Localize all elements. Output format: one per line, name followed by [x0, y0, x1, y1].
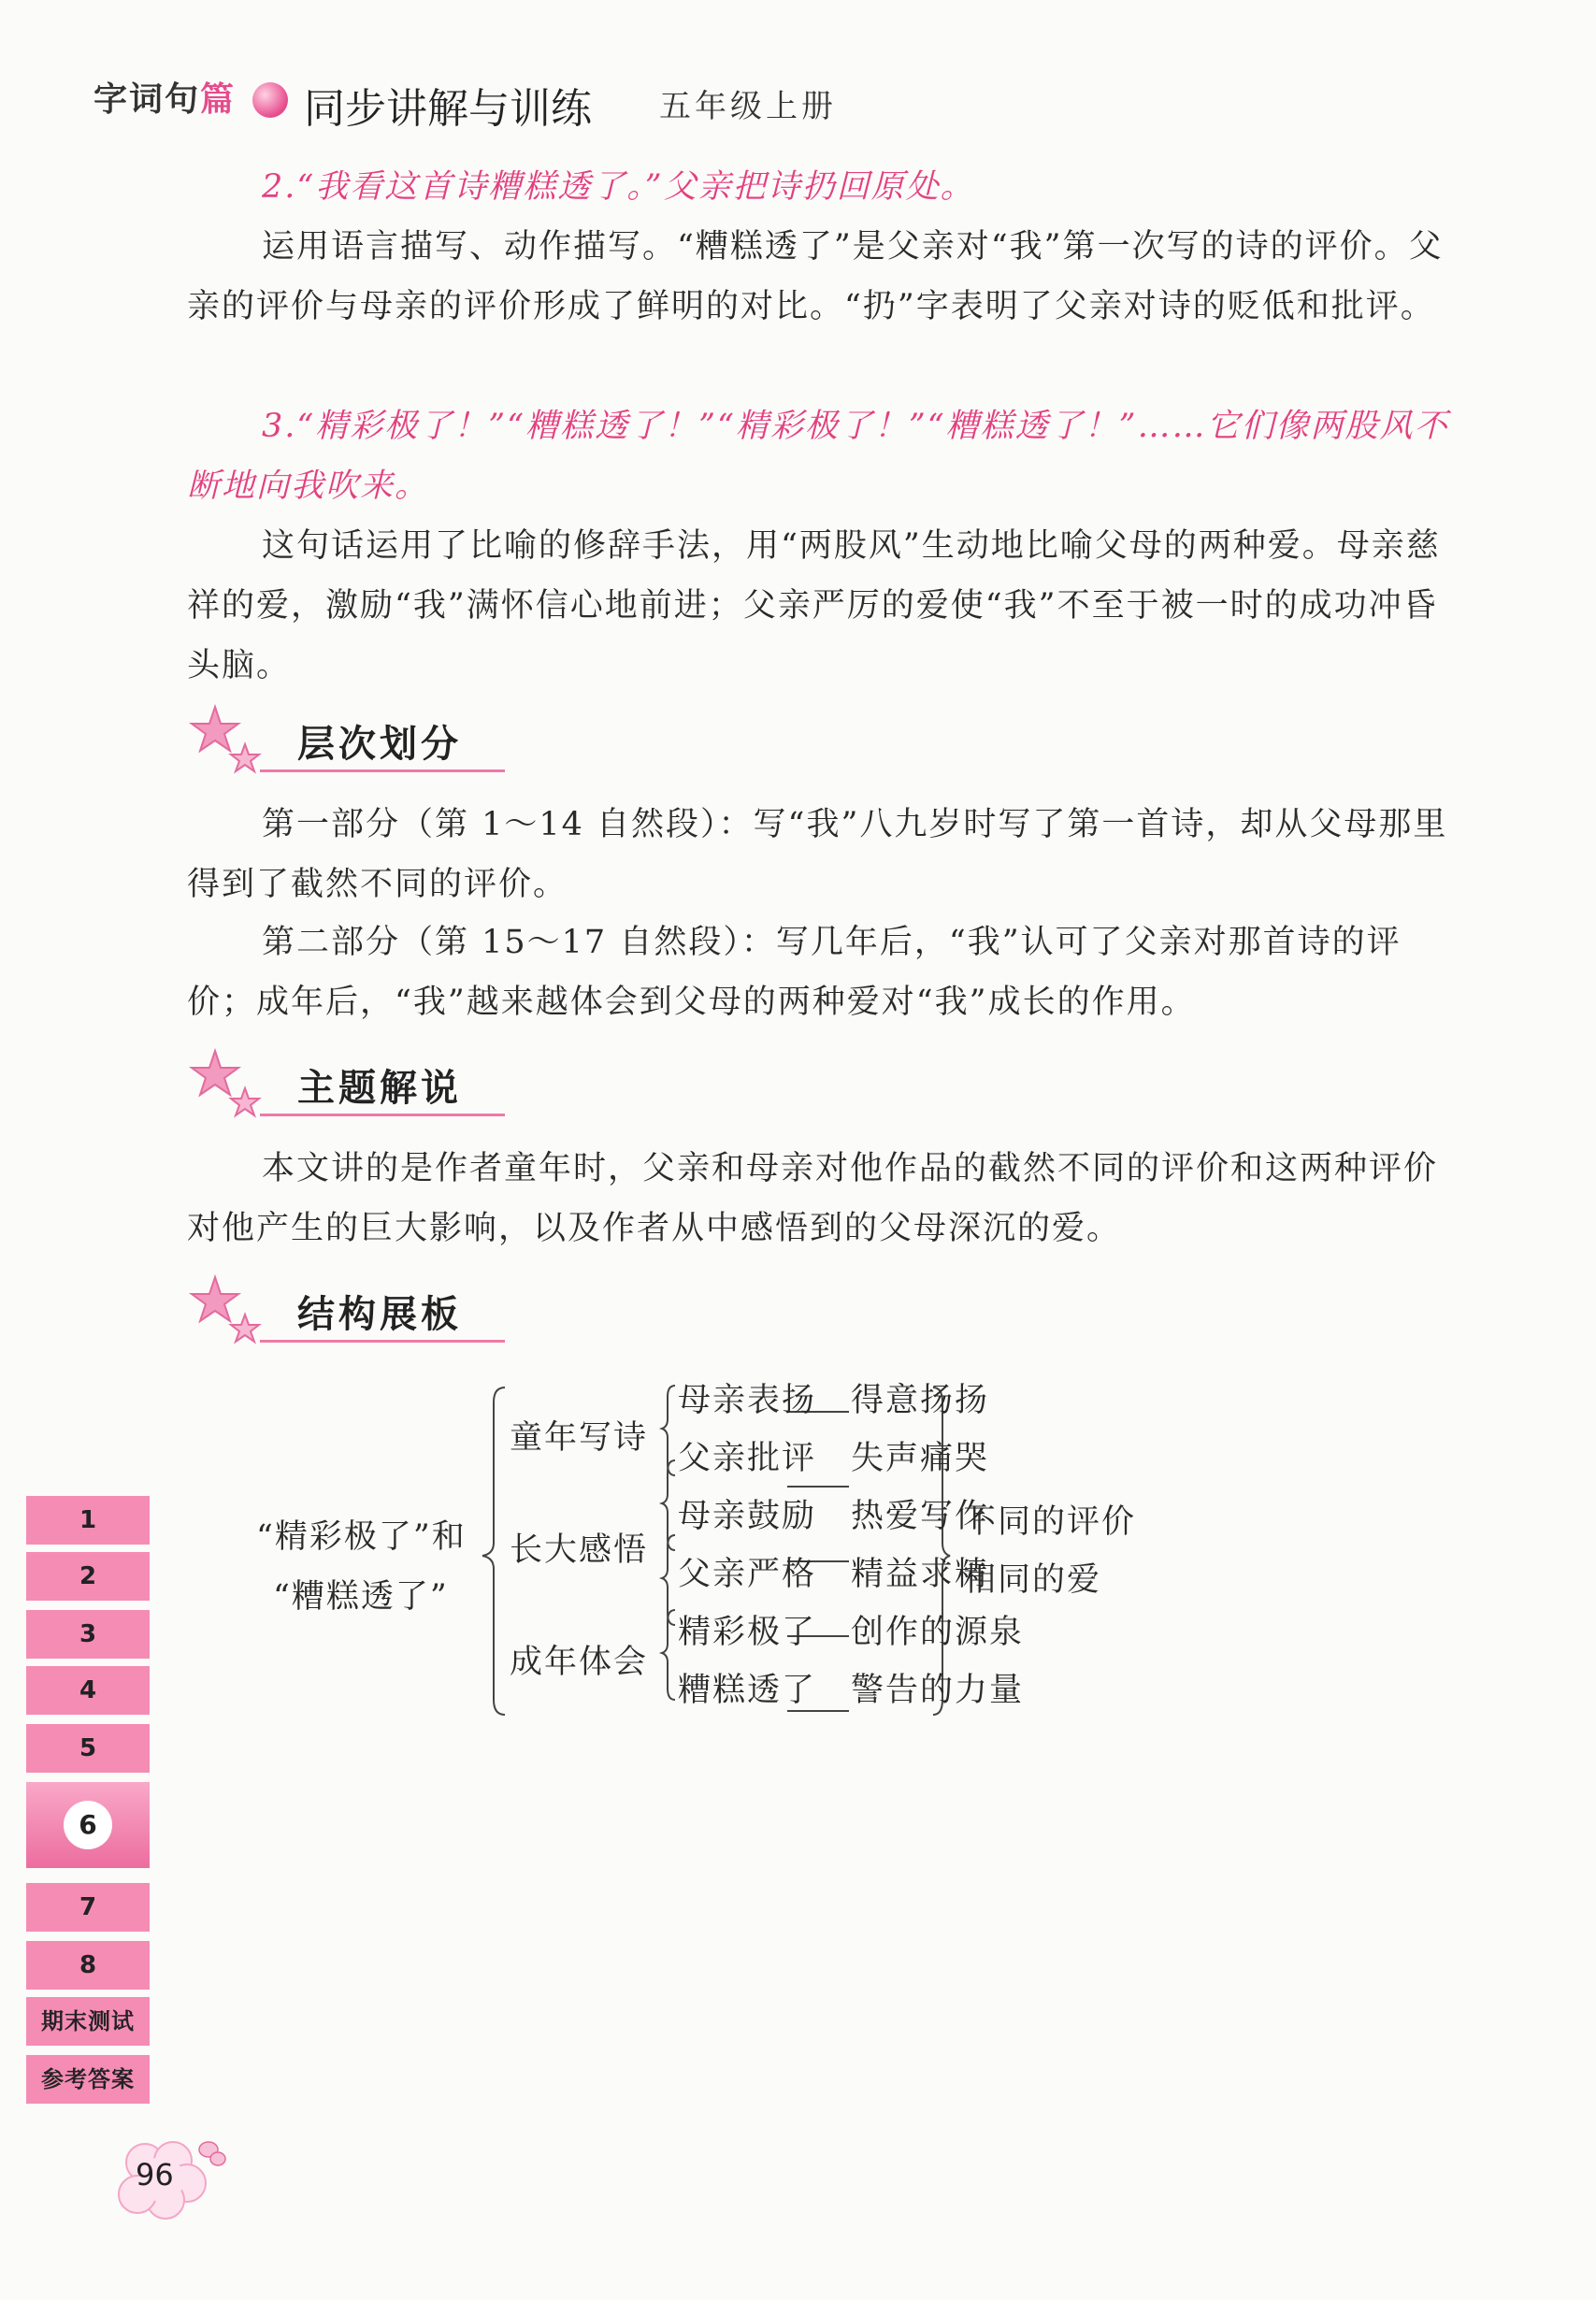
- question-2: 2.“我看这首诗糟糕透了。”父亲把诗扔回原处。: [262, 168, 975, 206]
- stars-icon: [187, 1273, 271, 1348]
- stars-icon: [187, 703, 271, 778]
- logo-suffix: 篇: [200, 79, 237, 119]
- page-header: [93, 64, 1496, 138]
- diagram-root-line-2: “糟糕透了”: [273, 1578, 449, 1616]
- section-title: 主题解说: [297, 1067, 462, 1110]
- question-3: 3.“精彩极了！”“糟糕透了！”“精彩极了！”“糟糕透了！”……它们像两股风不断地向我吹来。: [187, 408, 1449, 505]
- structure-diagram: [252, 1374, 1328, 1730]
- tab-unit-3[interactable]: 3: [26, 1610, 150, 1659]
- grade-label: 五年级上册: [659, 88, 837, 125]
- tab-unit-1[interactable]: 1: [26, 1496, 150, 1545]
- tab-unit-6-active[interactable]: [26, 1782, 150, 1868]
- tab-unit-4[interactable]: 4: [26, 1666, 150, 1715]
- diagram-row-6-right: 警告的力量: [851, 1672, 1025, 1709]
- diagram-stage-adulthood: 成年体会: [510, 1644, 649, 1681]
- diagram-stage-childhood: 童年写诗: [510, 1419, 649, 1457]
- section-heading-levels: [187, 703, 505, 778]
- diagram-row-3-left: 母亲鼓励: [678, 1498, 817, 1535]
- diagram-row-2-left: 父亲批评: [678, 1440, 817, 1477]
- heading-underline: [260, 1340, 505, 1343]
- diagram-row-2-right: 失声痛哭: [851, 1440, 990, 1477]
- heading-underline: [260, 1114, 505, 1116]
- section-heading-theme: [187, 1047, 505, 1122]
- active-tab-number: 6: [64, 1801, 112, 1849]
- section-title: 结构展板: [297, 1293, 462, 1336]
- logo-prefix: 字词句: [93, 79, 201, 119]
- tab-unit-5[interactable]: 5: [26, 1724, 150, 1773]
- tab-unit-7[interactable]: 7: [26, 1883, 150, 1932]
- diagram-stage-growing-up: 长大感悟: [510, 1531, 649, 1569]
- series-logo: [93, 73, 236, 121]
- tab-unit-8[interactable]: 8: [26, 1941, 150, 1990]
- diagram-conclusion-2: 相同的爱: [963, 1561, 1102, 1599]
- tab-answers[interactable]: 参考答案: [26, 2055, 150, 2104]
- diagram-conclusion-1: 不同的评价: [963, 1503, 1137, 1541]
- diagram-row-5-right: 创作的源泉: [851, 1614, 1025, 1651]
- levels-part-1: 第一部分（第 1～14 自然段）：写“我”八九岁时写了第一首诗，却从父母那里得到了截然不同的评价。: [187, 806, 1448, 903]
- heading-underline: [260, 769, 505, 772]
- tab-unit-2[interactable]: 2: [26, 1552, 150, 1601]
- diagram-row-4-left: 父亲严格: [678, 1556, 817, 1593]
- answer-2: 运用语言描写、动作描写。“糟糕透了”是父亲对“我”第一次写的诗的评价。父亲的评价与母亲的评价形成了鲜明的对比。“扔”字表明了父亲对诗的贬低和批评。: [187, 228, 1444, 325]
- diagram-root-line-1: “精彩极了”和: [256, 1518, 467, 1556]
- series-title: 同步讲解与训练: [304, 85, 592, 133]
- diagram-row-4-right: 精益求精: [851, 1556, 990, 1593]
- theme-text: 本文讲的是作者童年时，父亲和母亲对他作品的截然不同的评价和这两种评价对他产生的巨大影响，以及作者从中感悟到的父母深沉的爱。: [187, 1150, 1439, 1247]
- diagram-row-1-left: 母亲表扬: [678, 1382, 817, 1419]
- diagram-row-1-right: 得意扬扬: [851, 1382, 990, 1419]
- tab-final-test[interactable]: 期末测试: [26, 1997, 150, 2046]
- answer-3: 这句话运用了比喻的修辞手法，用“两股风”生动地比喻父母的两种爱。母亲慈祥的爱，激励“我”满怀信心地前进；父亲严厉的爱使“我”不至于被一时的成功冲昏头脑。: [187, 527, 1441, 684]
- section-heading-structure: [187, 1273, 505, 1348]
- logo-dot-icon: [252, 82, 288, 118]
- stars-icon: [187, 1047, 271, 1122]
- diagram-row-6-left: 糟糕透了: [678, 1672, 817, 1709]
- page-number-badge: [108, 2136, 229, 2221]
- diagram-row-5-left: 精彩极了: [678, 1614, 817, 1651]
- section-title: 层次划分: [297, 723, 462, 766]
- page-number: 96: [136, 2157, 174, 2192]
- diagram-row-3-right: 热爱写作: [851, 1498, 990, 1535]
- levels-part-2: 第二部分（第 15～17 自然段）：写几年后，“我”认可了父亲对那首诗的评价；成年后，“我”越来越体会到父母的两种爱对“我”成长的作用。: [187, 924, 1402, 1021]
